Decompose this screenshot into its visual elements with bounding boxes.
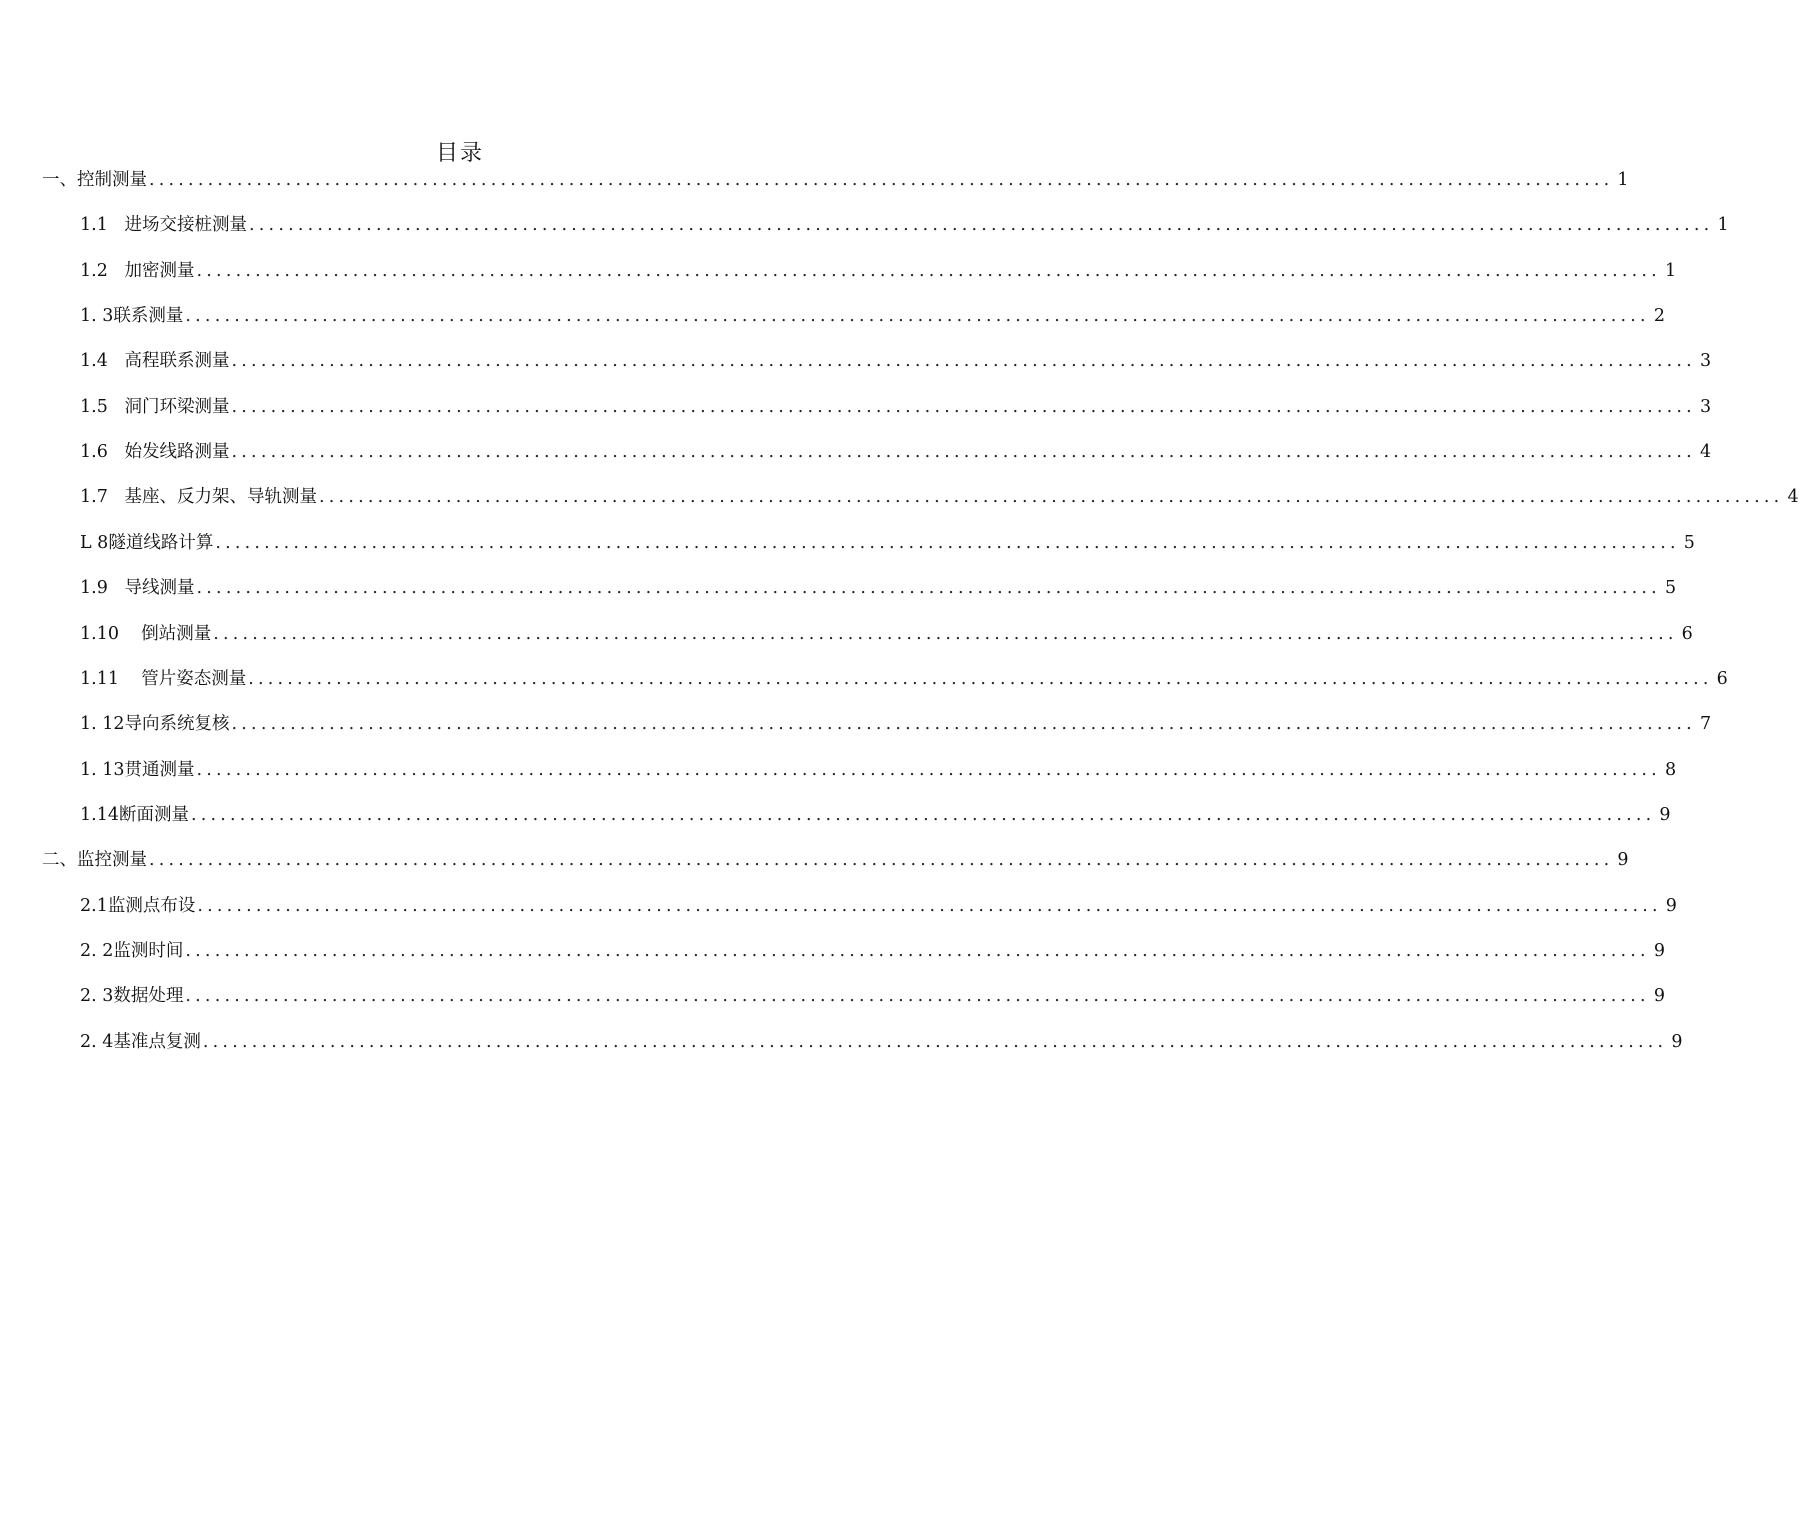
toc-dot-leader: ...................................................................................................................................................... xyxy=(196,260,1661,281)
toc-dot-leader: ...................................................................................................................................................... xyxy=(190,804,1656,825)
toc-entry-page-number: 9 xyxy=(1617,850,1629,871)
toc-entry-page-number: 9 xyxy=(1653,986,1665,1007)
toc-dot-leader: ...................................................................................................................................................... xyxy=(249,215,1714,236)
toc-dot-leader: ...................................................................................................................................................... xyxy=(196,759,1661,780)
toc-dot-leader: ...................................................................................................................................................... xyxy=(231,714,1696,735)
toc-entry-page-number: 6 xyxy=(1681,623,1693,644)
toc-entry-label: 1.4 高程联系测量 xyxy=(80,351,230,372)
toc-entry-label: 2. 3数据处理 xyxy=(80,986,184,1007)
toc-entry-page-number: 2 xyxy=(1653,306,1665,327)
toc-entry[interactable] xyxy=(42,848,1629,872)
toc-entry-page-number: 4 xyxy=(1787,487,1799,508)
toc-entry[interactable] xyxy=(80,939,1665,963)
toc-entry[interactable] xyxy=(80,622,1693,646)
toc-entry-label: 1.5 洞门环梁测量 xyxy=(80,396,230,417)
toc-dot-leader: ...................................................................................................................................................... xyxy=(149,170,1614,190)
toc-dot-leader: ...................................................................................................................................................... xyxy=(231,351,1696,372)
toc-entry[interactable] xyxy=(80,349,1712,373)
toc-entry[interactable] xyxy=(80,531,1695,555)
toc-entry-page-number: 8 xyxy=(1664,759,1677,780)
toc-dot-leader: ...................................................................................................................................................... xyxy=(196,578,1661,599)
toc-dot-leader: ...................................................................................................................................................... xyxy=(185,306,1650,327)
toc-entry-label: 1.1 进场交接桩测量 xyxy=(80,215,248,236)
toc-entry-label: 1.2 加密测量 xyxy=(80,260,195,281)
toc-entry-page-number: 6 xyxy=(1716,668,1728,689)
toc-dot-leader: ...................................................................................................................................................... xyxy=(185,941,1650,961)
toc-entry-label: 2.1监测点布设 xyxy=(80,895,196,916)
toc-dot-leader: ...................................................................................................................................................... xyxy=(248,668,1713,689)
toc-entry-page-number: 3 xyxy=(1699,351,1712,372)
toc-entry[interactable] xyxy=(80,259,1677,283)
toc-entry[interactable] xyxy=(80,712,1712,736)
toc-entry-label: 1.14断面测量 xyxy=(80,804,189,825)
toc-entry-page-number: 5 xyxy=(1683,532,1695,553)
toc-entry[interactable] xyxy=(80,894,1677,918)
toc-entry-label: 2. 4基准点复测 xyxy=(80,1031,201,1052)
toc-entry-label: 1. 13贯通测量 xyxy=(80,759,195,780)
toc-entry-page-number: 1 xyxy=(1717,215,1729,236)
toc-entry-page-number: 9 xyxy=(1671,1031,1683,1052)
toc-entry-page-number: 9 xyxy=(1665,895,1677,916)
toc-entry[interactable] xyxy=(80,1030,1683,1054)
toc-entry-page-number: 9 xyxy=(1659,804,1671,825)
toc-dot-leader: ...................................................................................................................................................... xyxy=(185,986,1650,1007)
toc-entry[interactable] xyxy=(80,758,1677,782)
toc-entry-label: 一、控制测量 xyxy=(42,170,147,190)
toc-entry[interactable] xyxy=(80,213,1729,237)
toc-dot-leader: ...................................................................................................................................................... xyxy=(202,1031,1668,1052)
toc-dot-leader: ...................................................................................................................................................... xyxy=(215,532,1680,553)
toc-entry-label: 2. 2监测时间 xyxy=(80,941,184,961)
toc-entry-page-number: 3 xyxy=(1699,396,1712,417)
toc-entry-label: 1.6 始发线路测量 xyxy=(80,442,230,463)
toc-dot-leader: ...................................................................................................................................................... xyxy=(319,487,1784,508)
toc-entry-label: 1. 3联系测量 xyxy=(80,306,184,327)
toc-dot-leader: ...................................................................................................................................................... xyxy=(231,396,1696,417)
toc-entry[interactable] xyxy=(80,440,1712,464)
toc-dot-leader: ...................................................................................................................................................... xyxy=(231,442,1696,463)
toc-entry-label: 二、监控测量 xyxy=(42,850,147,871)
toc-entry[interactable] xyxy=(80,304,1665,328)
toc-dot-leader: ...................................................................................................................................................... xyxy=(213,623,1678,644)
toc-entry[interactable] xyxy=(42,168,1629,192)
toc-entry-label: 1.10 倒站测量 xyxy=(80,623,212,644)
toc-entry[interactable] xyxy=(80,984,1665,1008)
toc-entry[interactable] xyxy=(80,485,1799,509)
toc-entry-page-number: 1 xyxy=(1664,260,1677,281)
toc-entry-page-number: 7 xyxy=(1699,714,1712,735)
toc-entry-page-number: 1 xyxy=(1617,170,1629,190)
toc-entry-label: 1.9 导线测量 xyxy=(80,578,195,599)
toc-entry-page-number: 4 xyxy=(1699,442,1712,463)
toc-entry-label: L 8隧道线路计算 xyxy=(80,532,214,553)
toc-entry-label: 1.7 基座、反力架、导轨测量 xyxy=(80,487,318,508)
toc-entry-label: 1. 12导向系统复核 xyxy=(80,714,230,735)
page-title: 目录 xyxy=(435,141,484,166)
toc-entry[interactable] xyxy=(80,803,1671,827)
toc-entry[interactable] xyxy=(80,395,1712,419)
toc-entry-page-number: 5 xyxy=(1664,578,1677,599)
toc-dot-leader: ...................................................................................................................................................... xyxy=(149,850,1614,871)
toc-entry-label: 1.11 管片姿态测量 xyxy=(80,668,247,689)
toc-entry[interactable] xyxy=(80,667,1728,691)
toc-entry-page-number: 9 xyxy=(1653,941,1665,961)
toc-entry[interactable] xyxy=(80,576,1677,600)
toc-dot-leader: ...................................................................................................................................................... xyxy=(197,895,1662,916)
